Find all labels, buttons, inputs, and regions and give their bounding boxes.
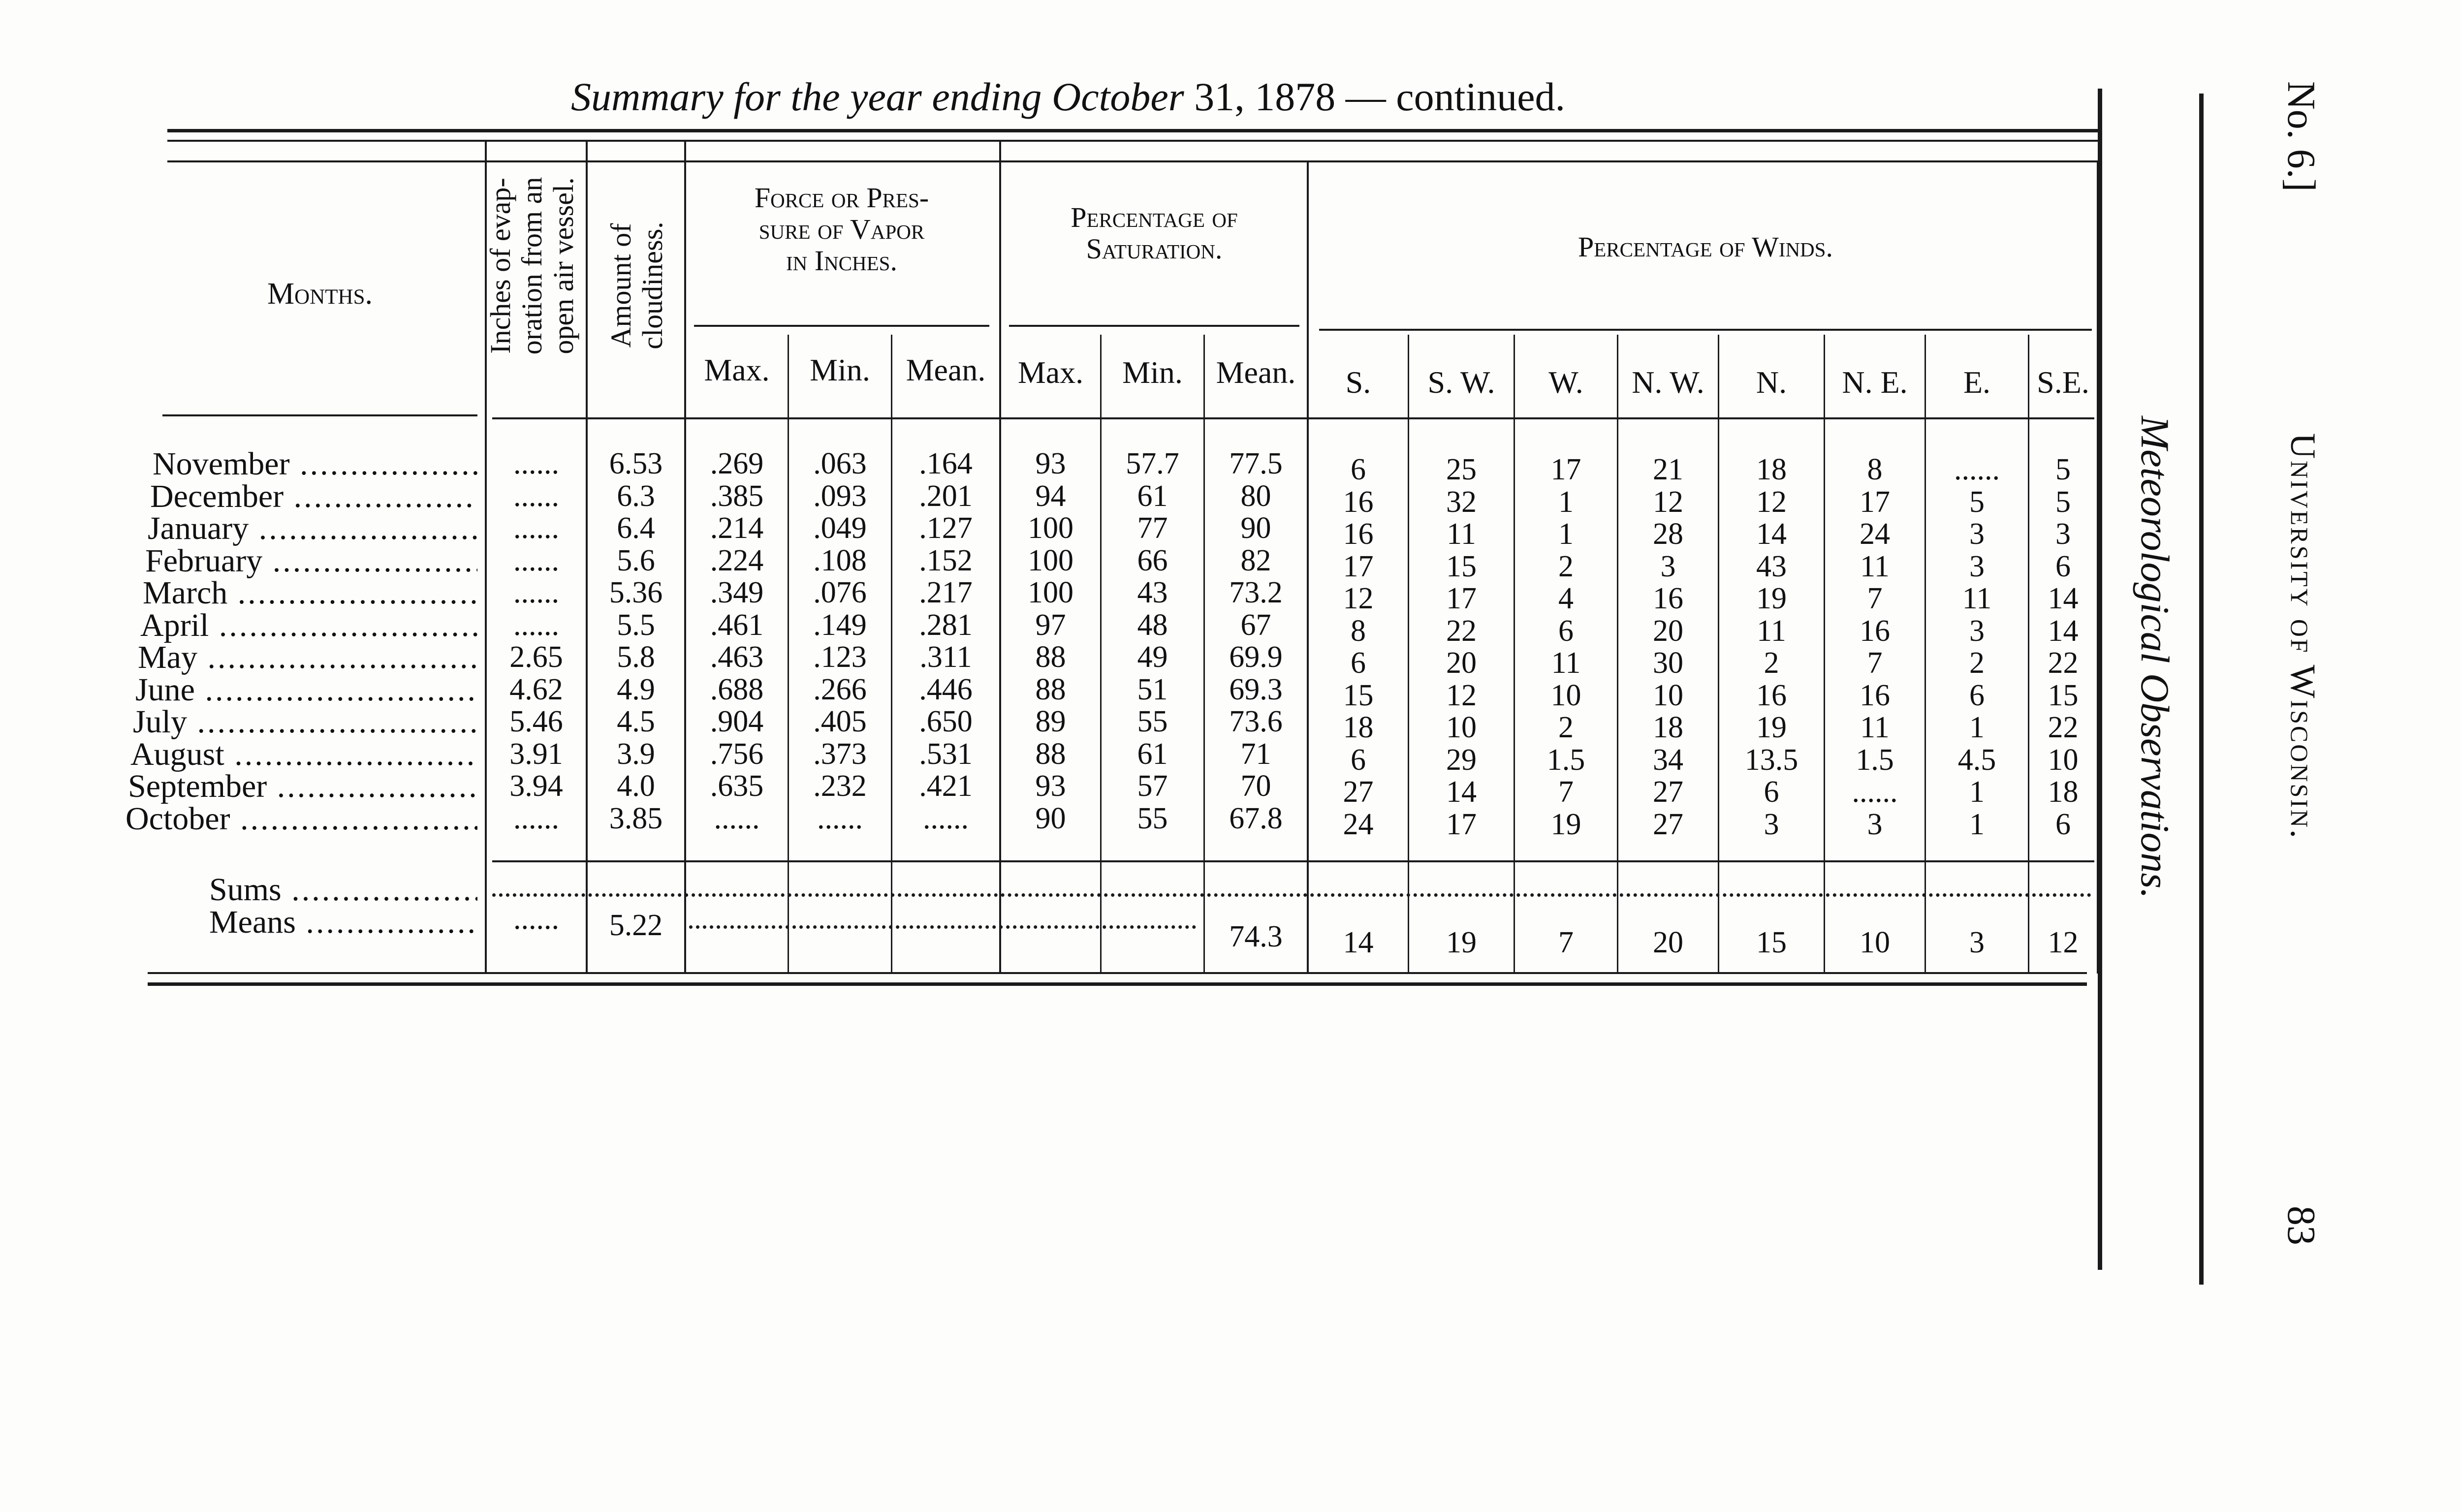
cell-vmean: .446 bbox=[919, 673, 973, 706]
cell-wind-ne: 1.5 bbox=[1856, 743, 1894, 777]
month-label: September ..... bbox=[128, 768, 477, 805]
cell-smean: 70 bbox=[1240, 769, 1271, 803]
cell-wind-se: 3 bbox=[2055, 517, 2071, 551]
saturation-min-header: Min. bbox=[1122, 355, 1183, 390]
cell-wind-n: 3 bbox=[1764, 808, 1779, 841]
cell-wind-n: 6 bbox=[1764, 775, 1779, 809]
header-rule bbox=[1319, 329, 2092, 331]
cell-wind-s: 12 bbox=[1343, 582, 1374, 615]
header-rule bbox=[162, 414, 477, 416]
cell-wind-ne: 11 bbox=[1860, 550, 1890, 583]
cell-wind-nw: 12 bbox=[1653, 485, 1683, 519]
cell-wind-w: 7 bbox=[1558, 775, 1574, 809]
header-rule bbox=[492, 860, 2094, 862]
cell-smean: 82 bbox=[1240, 544, 1271, 577]
cell-vmax: .461 bbox=[710, 608, 764, 642]
cell-wind-s: 27 bbox=[1343, 775, 1374, 809]
bottom-rule-1 bbox=[148, 972, 2087, 974]
cell-vmean: .217 bbox=[919, 576, 973, 609]
wind-se-header: S.E. bbox=[2037, 365, 2089, 400]
cell-wind-nw: 27 bbox=[1653, 808, 1683, 841]
cell-smean: 80 bbox=[1240, 479, 1271, 513]
means-wind-w: 7 bbox=[1558, 926, 1574, 959]
cell-vmean: ...... bbox=[923, 802, 969, 835]
wind-n-header: N. bbox=[1756, 365, 1787, 400]
cell-wind-w: 2 bbox=[1558, 711, 1574, 744]
winds-header: Percentage of Winds. bbox=[1578, 231, 1833, 263]
cell-wind-n: 19 bbox=[1756, 582, 1787, 615]
cell-cloud: 6.4 bbox=[617, 511, 655, 545]
cell-wind-e: 5 bbox=[1969, 485, 1985, 519]
vapor-mean-header: Mean. bbox=[906, 352, 986, 387]
cell-wind-n: 12 bbox=[1756, 485, 1787, 519]
cell-smax: 88 bbox=[1035, 640, 1066, 674]
wind-e-header: E. bbox=[1963, 365, 1991, 400]
cell-wind-sw: 15 bbox=[1446, 550, 1477, 583]
cell-wind-w: 17 bbox=[1550, 453, 1581, 486]
cell-vmean: .164 bbox=[919, 447, 973, 480]
month-label: June ..... bbox=[135, 671, 477, 709]
means-wind-n: 15 bbox=[1756, 926, 1787, 959]
cell-wind-w: 10 bbox=[1550, 679, 1581, 712]
cell-smax: 88 bbox=[1035, 737, 1066, 771]
cell-smax: 93 bbox=[1035, 769, 1066, 803]
cell-wind-e: 1 bbox=[1969, 808, 1985, 841]
cell-evap: ...... bbox=[513, 544, 559, 577]
means-saturation-mean: 74.3 bbox=[1229, 920, 1283, 953]
cell-evap: 2.65 bbox=[509, 640, 563, 674]
cell-wind-se: 6 bbox=[2055, 808, 2071, 841]
month-label: April ..... bbox=[140, 607, 477, 644]
means-cloud: 5.22 bbox=[609, 909, 663, 942]
cell-vmin: .108 bbox=[813, 544, 867, 577]
cell-smin: 57 bbox=[1137, 769, 1168, 803]
cell-smean: 69.9 bbox=[1229, 640, 1283, 674]
cell-vmean: .281 bbox=[919, 608, 973, 642]
cell-wind-nw: 10 bbox=[1653, 679, 1683, 712]
cell-wind-ne: 17 bbox=[1860, 485, 1890, 519]
cell-wind-sw: 17 bbox=[1446, 808, 1477, 841]
cell-wind-nw: 27 bbox=[1653, 775, 1683, 809]
means-wind-nw: 20 bbox=[1653, 926, 1683, 959]
wind-ne-header: N. E. bbox=[1842, 365, 1908, 400]
cell-wind-e: 3 bbox=[1969, 517, 1985, 551]
cell-wind-se: 10 bbox=[2048, 743, 2079, 777]
cell-smax: 88 bbox=[1035, 673, 1066, 706]
sums-label: Sums ..... bbox=[209, 871, 477, 909]
cell-smean: 69.3 bbox=[1229, 673, 1283, 706]
cell-cloud: 5.5 bbox=[617, 608, 655, 642]
cell-vmax: .224 bbox=[710, 544, 764, 577]
top-rule-1 bbox=[167, 129, 2099, 132]
cell-cloud: 3.85 bbox=[609, 802, 663, 835]
cell-cloud: 5.36 bbox=[609, 576, 663, 609]
cell-evap: ...... bbox=[513, 802, 559, 835]
cell-evap: 3.94 bbox=[509, 769, 563, 803]
cell-smean: 71 bbox=[1240, 737, 1271, 771]
cell-cloud: 6.3 bbox=[617, 479, 655, 513]
cell-wind-w: 4 bbox=[1558, 582, 1574, 615]
cell-smin: 55 bbox=[1137, 705, 1168, 738]
cell-smin: 43 bbox=[1137, 576, 1168, 609]
cell-wind-sw: 17 bbox=[1446, 582, 1477, 615]
cell-wind-sw: 14 bbox=[1446, 775, 1477, 809]
month-label: October ..... bbox=[126, 800, 477, 838]
cell-wind-s: 6 bbox=[1351, 646, 1366, 680]
cell-vmean: .421 bbox=[919, 769, 973, 803]
cell-smin: 66 bbox=[1137, 544, 1168, 577]
means-wind-se: 12 bbox=[2048, 926, 2079, 959]
cell-vmax: .756 bbox=[710, 737, 764, 771]
cell-smax: 89 bbox=[1035, 705, 1066, 738]
cell-vmin: .049 bbox=[813, 511, 867, 545]
cell-wind-w: 6 bbox=[1558, 614, 1574, 648]
cell-vmin: .076 bbox=[813, 576, 867, 609]
issue-number: No. 6.] bbox=[2279, 81, 2323, 192]
header-rule bbox=[492, 417, 2094, 419]
cell-wind-nw: 18 bbox=[1653, 711, 1683, 744]
cell-wind-n: 16 bbox=[1756, 679, 1787, 712]
cell-wind-ne: 16 bbox=[1860, 614, 1890, 648]
cell-vmax: .214 bbox=[710, 511, 764, 545]
wind-w-header: W. bbox=[1548, 365, 1583, 400]
cell-wind-n: 13.5 bbox=[1744, 743, 1798, 777]
cell-vmax: .385 bbox=[710, 479, 764, 513]
cell-smin: 61 bbox=[1137, 479, 1168, 513]
saturation-header: Percentage of Saturation. bbox=[1071, 201, 1238, 265]
cell-wind-ne: 3 bbox=[1867, 808, 1883, 841]
cell-wind-se: 18 bbox=[2048, 775, 2079, 809]
side-rule-2 bbox=[2199, 94, 2204, 1285]
cell-smax: 94 bbox=[1035, 479, 1066, 513]
cell-wind-e: 4.5 bbox=[1957, 743, 1996, 777]
cell-smean: 77.5 bbox=[1229, 447, 1283, 480]
cell-vmax: .463 bbox=[710, 640, 764, 674]
cell-cloud: 4.9 bbox=[617, 673, 655, 706]
cell-smin: 57.7 bbox=[1126, 447, 1179, 480]
cell-vmin: ...... bbox=[817, 802, 863, 835]
cell-wind-w: 1 bbox=[1558, 517, 1574, 551]
cell-wind-se: 15 bbox=[2048, 679, 2079, 712]
wind-s-header: S. bbox=[1345, 365, 1371, 400]
cell-wind-e: 11 bbox=[1962, 582, 1992, 615]
cell-evap: ...... bbox=[513, 511, 559, 545]
cell-wind-se: 14 bbox=[2048, 614, 2079, 648]
bottom-rule-2 bbox=[148, 982, 2087, 986]
cell-wind-sw: 20 bbox=[1446, 646, 1477, 680]
cell-smax: 90 bbox=[1035, 802, 1066, 835]
means-wind-sw: 19 bbox=[1446, 926, 1477, 959]
cell-smax: 100 bbox=[1028, 576, 1073, 609]
cell-wind-se: 6 bbox=[2055, 550, 2071, 583]
vapor-header: Force or Pres- sure of Vapor in Inches. bbox=[754, 182, 929, 277]
cell-vmean: .650 bbox=[919, 705, 973, 738]
cell-wind-sw: 32 bbox=[1446, 485, 1477, 519]
cell-wind-se: 5 bbox=[2055, 453, 2071, 486]
cell-evap: 4.62 bbox=[509, 673, 563, 706]
month-label: February ..... bbox=[145, 542, 477, 580]
cell-wind-nw: 3 bbox=[1660, 550, 1676, 583]
cell-cloud: 6.53 bbox=[609, 447, 663, 480]
means-dots bbox=[689, 925, 1196, 929]
cell-evap: ...... bbox=[513, 576, 559, 609]
cell-vmin: .149 bbox=[813, 608, 867, 642]
cell-wind-s: 6 bbox=[1351, 743, 1366, 777]
cell-wind-sw: 22 bbox=[1446, 614, 1477, 648]
cell-wind-sw: 29 bbox=[1446, 743, 1477, 777]
cell-wind-w: 1 bbox=[1558, 485, 1574, 519]
cell-wind-e: 3 bbox=[1969, 614, 1985, 648]
cell-wind-ne: 16 bbox=[1860, 679, 1890, 712]
vapor-min-header: Min. bbox=[810, 352, 870, 387]
cell-cloud: 4.0 bbox=[617, 769, 655, 803]
cell-wind-ne: 11 bbox=[1860, 711, 1890, 744]
cell-vmax: .688 bbox=[710, 673, 764, 706]
sums-dots bbox=[492, 893, 2092, 897]
cell-wind-se: 14 bbox=[2048, 582, 2079, 615]
section-title: Meteorological Observations. bbox=[2133, 416, 2177, 899]
cell-vmean: .531 bbox=[919, 737, 973, 771]
means-evap: ...... bbox=[513, 902, 559, 936]
cell-cloud: 5.6 bbox=[617, 544, 655, 577]
cell-wind-n: 43 bbox=[1756, 550, 1787, 583]
cell-vmean: .127 bbox=[919, 511, 973, 545]
cell-smean: 73.2 bbox=[1229, 576, 1283, 609]
cell-vmax: .269 bbox=[710, 447, 764, 480]
cell-cloud: 4.5 bbox=[617, 705, 655, 738]
cell-wind-se: 5 bbox=[2055, 485, 2071, 519]
cell-vmean: .152 bbox=[919, 544, 973, 577]
cell-wind-s: 15 bbox=[1343, 679, 1374, 712]
cell-evap: 3.91 bbox=[509, 737, 563, 771]
cell-vmean: .201 bbox=[919, 479, 973, 513]
cell-vmin: .123 bbox=[813, 640, 867, 674]
cell-vmax: .349 bbox=[710, 576, 764, 609]
cell-wind-nw: 20 bbox=[1653, 614, 1683, 648]
cell-evap: ...... bbox=[513, 608, 559, 642]
cell-vmin: .232 bbox=[813, 769, 867, 803]
cell-smean: 90 bbox=[1240, 511, 1271, 545]
cell-vmax: ...... bbox=[714, 802, 760, 835]
cell-smean: 67 bbox=[1240, 608, 1271, 642]
header-rule bbox=[694, 325, 989, 327]
months-header: Months. bbox=[267, 277, 373, 311]
cell-wind-ne: 7 bbox=[1867, 646, 1883, 680]
cell-evap: ...... bbox=[513, 447, 559, 480]
cell-wind-w: 19 bbox=[1550, 808, 1581, 841]
cell-wind-se: 22 bbox=[2048, 711, 2079, 744]
header-rule bbox=[1009, 325, 1299, 327]
cell-wind-sw: 25 bbox=[1446, 453, 1477, 486]
cell-smin: 51 bbox=[1137, 673, 1168, 706]
cell-smin: 48 bbox=[1137, 608, 1168, 642]
cell-wind-n: 19 bbox=[1756, 711, 1787, 744]
cell-vmin: .093 bbox=[813, 479, 867, 513]
cell-wind-s: 17 bbox=[1343, 550, 1374, 583]
month-label: March ..... bbox=[143, 574, 477, 612]
cell-smin: 77 bbox=[1137, 511, 1168, 545]
cell-wind-ne: 7 bbox=[1867, 582, 1883, 615]
cell-wind-e: ...... bbox=[1954, 453, 2000, 486]
cell-wind-s: 24 bbox=[1343, 808, 1374, 841]
cell-vmax: .904 bbox=[710, 705, 764, 738]
cell-wind-s: 8 bbox=[1351, 614, 1366, 648]
vapor-max-header: Max. bbox=[704, 352, 770, 387]
cell-wind-s: 18 bbox=[1343, 711, 1374, 744]
cell-wind-n: 2 bbox=[1764, 646, 1779, 680]
cell-vmax: .635 bbox=[710, 769, 764, 803]
cell-vmin: .266 bbox=[813, 673, 867, 706]
cell-wind-w: 11 bbox=[1551, 646, 1581, 680]
cell-wind-sw: 12 bbox=[1446, 679, 1477, 712]
cell-wind-nw: 30 bbox=[1653, 646, 1683, 680]
cell-smax: 97 bbox=[1035, 608, 1066, 642]
month-label: January ..... bbox=[148, 510, 477, 547]
wind-nw-header: N. W. bbox=[1632, 365, 1704, 400]
means-wind-ne: 10 bbox=[1860, 926, 1890, 959]
cell-evap: ...... bbox=[513, 479, 559, 513]
cell-wind-ne: 8 bbox=[1867, 453, 1883, 486]
cell-vmin: .373 bbox=[813, 737, 867, 771]
cell-wind-nw: 28 bbox=[1653, 517, 1683, 551]
means-wind-e: 3 bbox=[1969, 926, 1985, 959]
cell-cloud: 3.9 bbox=[617, 737, 655, 771]
cell-wind-n: 14 bbox=[1756, 517, 1787, 551]
month-label: August ..... bbox=[130, 736, 477, 773]
cell-wind-e: 1 bbox=[1969, 711, 1985, 744]
cell-evap: 5.46 bbox=[509, 705, 563, 738]
page-number: 83 bbox=[2279, 1206, 2323, 1245]
cell-smin: 49 bbox=[1137, 640, 1168, 674]
month-label: December ..... bbox=[150, 478, 477, 515]
cell-wind-e: 3 bbox=[1969, 550, 1985, 583]
cell-wind-e: 6 bbox=[1969, 679, 1985, 712]
cell-wind-ne: ...... bbox=[1852, 775, 1898, 809]
month-label: May ..... bbox=[138, 639, 477, 676]
cell-wind-nw: 21 bbox=[1653, 453, 1683, 486]
page-title: Summary for the year ending October 31, 1878 — continued. bbox=[571, 74, 1566, 119]
cell-wind-n: 18 bbox=[1756, 453, 1787, 486]
cell-wind-s: 16 bbox=[1343, 485, 1374, 519]
cell-smin: 61 bbox=[1137, 737, 1168, 771]
cell-smax: 100 bbox=[1028, 544, 1073, 577]
cell-wind-se: 22 bbox=[2048, 646, 2079, 680]
cell-smax: 100 bbox=[1028, 511, 1073, 545]
cell-wind-w: 2 bbox=[1558, 550, 1574, 583]
month-label: November ..... bbox=[153, 445, 477, 483]
cell-wind-s: 16 bbox=[1343, 517, 1374, 551]
cell-wind-e: 1 bbox=[1969, 775, 1985, 809]
cell-cloud: 5.8 bbox=[617, 640, 655, 674]
cell-wind-nw: 34 bbox=[1653, 743, 1683, 777]
top-rule-3 bbox=[167, 160, 2099, 162]
saturation-mean-header: Mean. bbox=[1216, 355, 1296, 390]
month-label: July ..... bbox=[133, 703, 477, 741]
cell-smean: 67.8 bbox=[1229, 802, 1283, 835]
top-rule-2 bbox=[167, 140, 2099, 142]
side-rule-1 bbox=[2098, 89, 2102, 1270]
cell-smean: 73.6 bbox=[1229, 705, 1283, 738]
cell-wind-s: 6 bbox=[1351, 453, 1366, 486]
cell-wind-e: 2 bbox=[1969, 646, 1985, 680]
cell-smin: 55 bbox=[1137, 802, 1168, 835]
cell-wind-sw: 10 bbox=[1446, 711, 1477, 744]
cell-vmin: .405 bbox=[813, 705, 867, 738]
cell-smax: 93 bbox=[1035, 447, 1066, 480]
wind-sw-header: S. W. bbox=[1427, 365, 1495, 400]
saturation-max-header: Max. bbox=[1017, 355, 1084, 390]
cell-wind-n: 11 bbox=[1757, 614, 1786, 648]
cell-wind-ne: 24 bbox=[1860, 517, 1890, 551]
university-header: University of Wisconsin. bbox=[2283, 433, 2323, 841]
cell-wind-sw: 11 bbox=[1447, 517, 1476, 551]
cell-vmin: .063 bbox=[813, 447, 867, 480]
cell-wind-nw: 16 bbox=[1653, 582, 1683, 615]
means-label: Means ..... bbox=[209, 904, 477, 941]
means-wind-s: 14 bbox=[1343, 926, 1374, 959]
cell-vmean: .311 bbox=[919, 640, 972, 674]
cell-wind-w: 1.5 bbox=[1546, 743, 1585, 777]
